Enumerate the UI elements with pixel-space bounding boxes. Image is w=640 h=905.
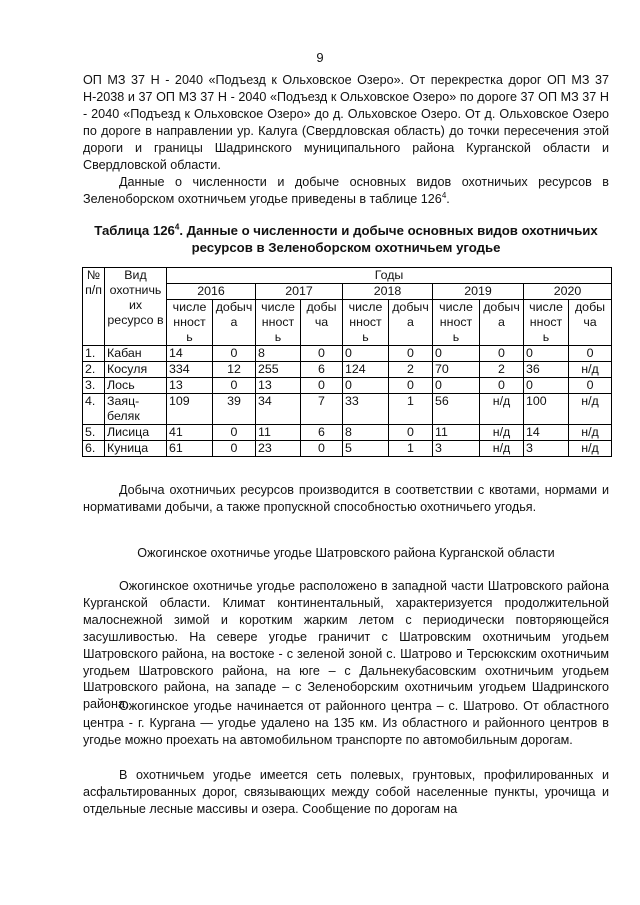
table-row: [83, 346, 612, 362]
harvest-cell: 0: [569, 378, 612, 394]
count-cell: 34: [256, 394, 301, 425]
count-cell: 334: [167, 362, 213, 378]
table-body: [83, 346, 612, 457]
harvest-cell: 0: [301, 378, 343, 394]
section-heading: Ожогинское охотничье угодье Шатровского района Курганской области: [137, 546, 555, 560]
harvest-cell: 1: [389, 394, 433, 425]
table-row: [83, 362, 612, 378]
harvest-cell: 6: [301, 362, 343, 378]
count-cell: 14: [524, 425, 569, 441]
harvest-cell: 0: [569, 346, 612, 362]
count-subheader: числе нност ь: [167, 300, 213, 346]
count-cell: 11: [433, 425, 480, 441]
table-row: [83, 378, 612, 394]
count-cell: 0: [433, 346, 480, 362]
year-header: 2019: [433, 284, 524, 300]
harvest-cell: 2: [389, 362, 433, 378]
year-header: 2018: [343, 284, 433, 300]
count-cell: 70: [433, 362, 480, 378]
year-header: 2016: [167, 284, 256, 300]
table-title: Таблица $126^4$. Данные о численности и добыче основных видов охотничьих ресурсов в Зеленоборском охотничьем угодье: [94, 222, 598, 255]
year-header: 2017: [256, 284, 343, 300]
count-cell: 8: [256, 346, 301, 362]
table-row: [83, 441, 612, 457]
row-number: 6.: [83, 441, 105, 457]
count-cell: 124: [343, 362, 389, 378]
count-subheader: числе нност ь: [256, 300, 301, 346]
harvest-subheader: добыч а: [480, 300, 524, 346]
harvest-cell: 1: [389, 441, 433, 457]
count-subheader: числе нност ь: [343, 300, 389, 346]
count-cell: 13: [167, 378, 213, 394]
harvest-cell: 6: [301, 425, 343, 441]
harvest-cell: 0: [213, 425, 256, 441]
harvest-cell: 0: [389, 378, 433, 394]
species-name: Косуля: [105, 362, 167, 378]
harvest-cell: н/д: [480, 425, 524, 441]
species-name: Заяц-беляк: [105, 394, 167, 425]
harvest-cell: н/д: [569, 425, 612, 441]
row-number: 1.: [83, 346, 105, 362]
years-header: Годы: [167, 268, 612, 284]
count-cell: 0: [343, 378, 389, 394]
count-subheader: числе нност ь: [433, 300, 480, 346]
col-species-header: Вид охотничь их ресурсо в: [105, 268, 167, 346]
count-cell: 13: [256, 378, 301, 394]
row-number: 3.: [83, 378, 105, 394]
count-cell: 61: [167, 441, 213, 457]
table-row: [83, 425, 612, 441]
table-row: [83, 394, 612, 425]
count-cell: 23: [256, 441, 301, 457]
count-subheader: числе нност ь: [524, 300, 569, 346]
count-cell: 0: [433, 378, 480, 394]
count-cell: 41: [167, 425, 213, 441]
row-number: 2.: [83, 362, 105, 378]
route-paragraph: ОП МЗ 37 Н - 2040 «Подъезд к Ольховское Озеро». От перекрестка дорог ОП МЗ 37 Н-2038 и 37 ОП МЗ 37 Н - 2040 «Подъезд к Ольховское Озеро» по дороге 37 ОП МЗ 37 Н - 2040 «Подъезд к Ольховское Озеро» до д. Ольховское Озеро. От д. Ольховское Озеро по дороге в направлении ур. Калуга (Свердловская область) до точки пересечения этой дороги и границы Шадринского муниципального района Курганской области и Свердловской области.: [83, 73, 609, 172]
count-cell: 11: [256, 425, 301, 441]
harvest-cell: 12: [213, 362, 256, 378]
section-paragraph-3: В охотничьем угодье имеется сеть полевых, грунтовых, профилированных и асфальтированных дорог, связывающих между собой населенные пункты, урочища и отдельные лесные массивы и озера. Сообщение по дорогам на: [83, 768, 609, 816]
harvest-cell: 0: [213, 441, 256, 457]
harvest-cell: н/д: [480, 441, 524, 457]
count-cell: 3: [433, 441, 480, 457]
count-cell: 14: [167, 346, 213, 362]
row-number: 4.: [83, 394, 105, 425]
harvest-cell: 0: [480, 378, 524, 394]
harvest-cell: 7: [301, 394, 343, 425]
count-cell: 255: [256, 362, 301, 378]
species-data-table: [82, 267, 612, 457]
section-paragraph-2: Ожогинское угодье начинается от районного центра – с. Шатрово. От областного центра - г. Кургана — угодье удалено на 135 км. Из областного и районного центров в угодье можно проехать на автомобильном транспорте по автомобильным дорогам.: [83, 699, 609, 747]
harvest-cell: 0: [480, 346, 524, 362]
harvest-note-paragraph: Добыча охотничьих ресурсов производится в соответствии с квотами, нормами и нормативами добычи, а также пропускной способностью охотничьего угодья.: [83, 483, 609, 514]
col-num-header: № п/п: [83, 268, 105, 346]
count-cell: 8: [343, 425, 389, 441]
count-cell: 109: [167, 394, 213, 425]
year-header: 2020: [524, 284, 612, 300]
count-cell: 56: [433, 394, 480, 425]
harvest-subheader: добы ча: [569, 300, 612, 346]
species-name: Кабан: [105, 346, 167, 362]
count-cell: 100: [524, 394, 569, 425]
harvest-cell: 39: [213, 394, 256, 425]
harvest-cell: 2: [480, 362, 524, 378]
harvest-cell: н/д: [480, 394, 524, 425]
harvest-cell: 0: [213, 378, 256, 394]
row-number: 5.: [83, 425, 105, 441]
data-reference-paragraph: Данные о численности и добыче основных видов охотничьих ресурсов в Зеленоборском охотничьем угодье приведены в таблице $126^4$.: [83, 175, 609, 206]
count-cell: 5: [343, 441, 389, 457]
harvest-subheader: добыч а: [213, 300, 256, 346]
count-cell: 0: [343, 346, 389, 362]
count-cell: 0: [524, 378, 569, 394]
species-name: Лось: [105, 378, 167, 394]
species-name: Лисица: [105, 425, 167, 441]
harvest-cell: н/д: [569, 394, 612, 425]
harvest-subheader: добы ча: [301, 300, 343, 346]
harvest-cell: 0: [301, 441, 343, 457]
count-cell: 36: [524, 362, 569, 378]
harvest-cell: 0: [301, 346, 343, 362]
section-paragraph-1: Ожогинское охотничье угодье расположено в западной части Шатровского района Курганской области. Климат континентальный, характеризуется продолжительной малоснежной зимой и коротким жарким летом с периодически повторяющейся засушливостью. На севере угодье граничит с Шатровским охотничьим угодьем Шатровского района, на востоке - с зеленой зоной с. Шатрово и Терсюкским охотничьим угодьем Шатровского района, на юге – с Дальнекубасовским охотничьим угодьем Шатровского района, на западе – с Зеленоборским охотничьим угодьем Шадринского района.: [83, 579, 609, 712]
harvest-cell: н/д: [569, 362, 612, 378]
count-cell: 33: [343, 394, 389, 425]
page-number: 9: [316, 50, 324, 65]
harvest-subheader: добыч а: [389, 300, 433, 346]
harvest-cell: 0: [389, 346, 433, 362]
count-cell: 0: [524, 346, 569, 362]
harvest-cell: н/д: [569, 441, 612, 457]
harvest-cell: 0: [389, 425, 433, 441]
count-cell: 3: [524, 441, 569, 457]
harvest-cell: 0: [213, 346, 256, 362]
species-name: Куница: [105, 441, 167, 457]
